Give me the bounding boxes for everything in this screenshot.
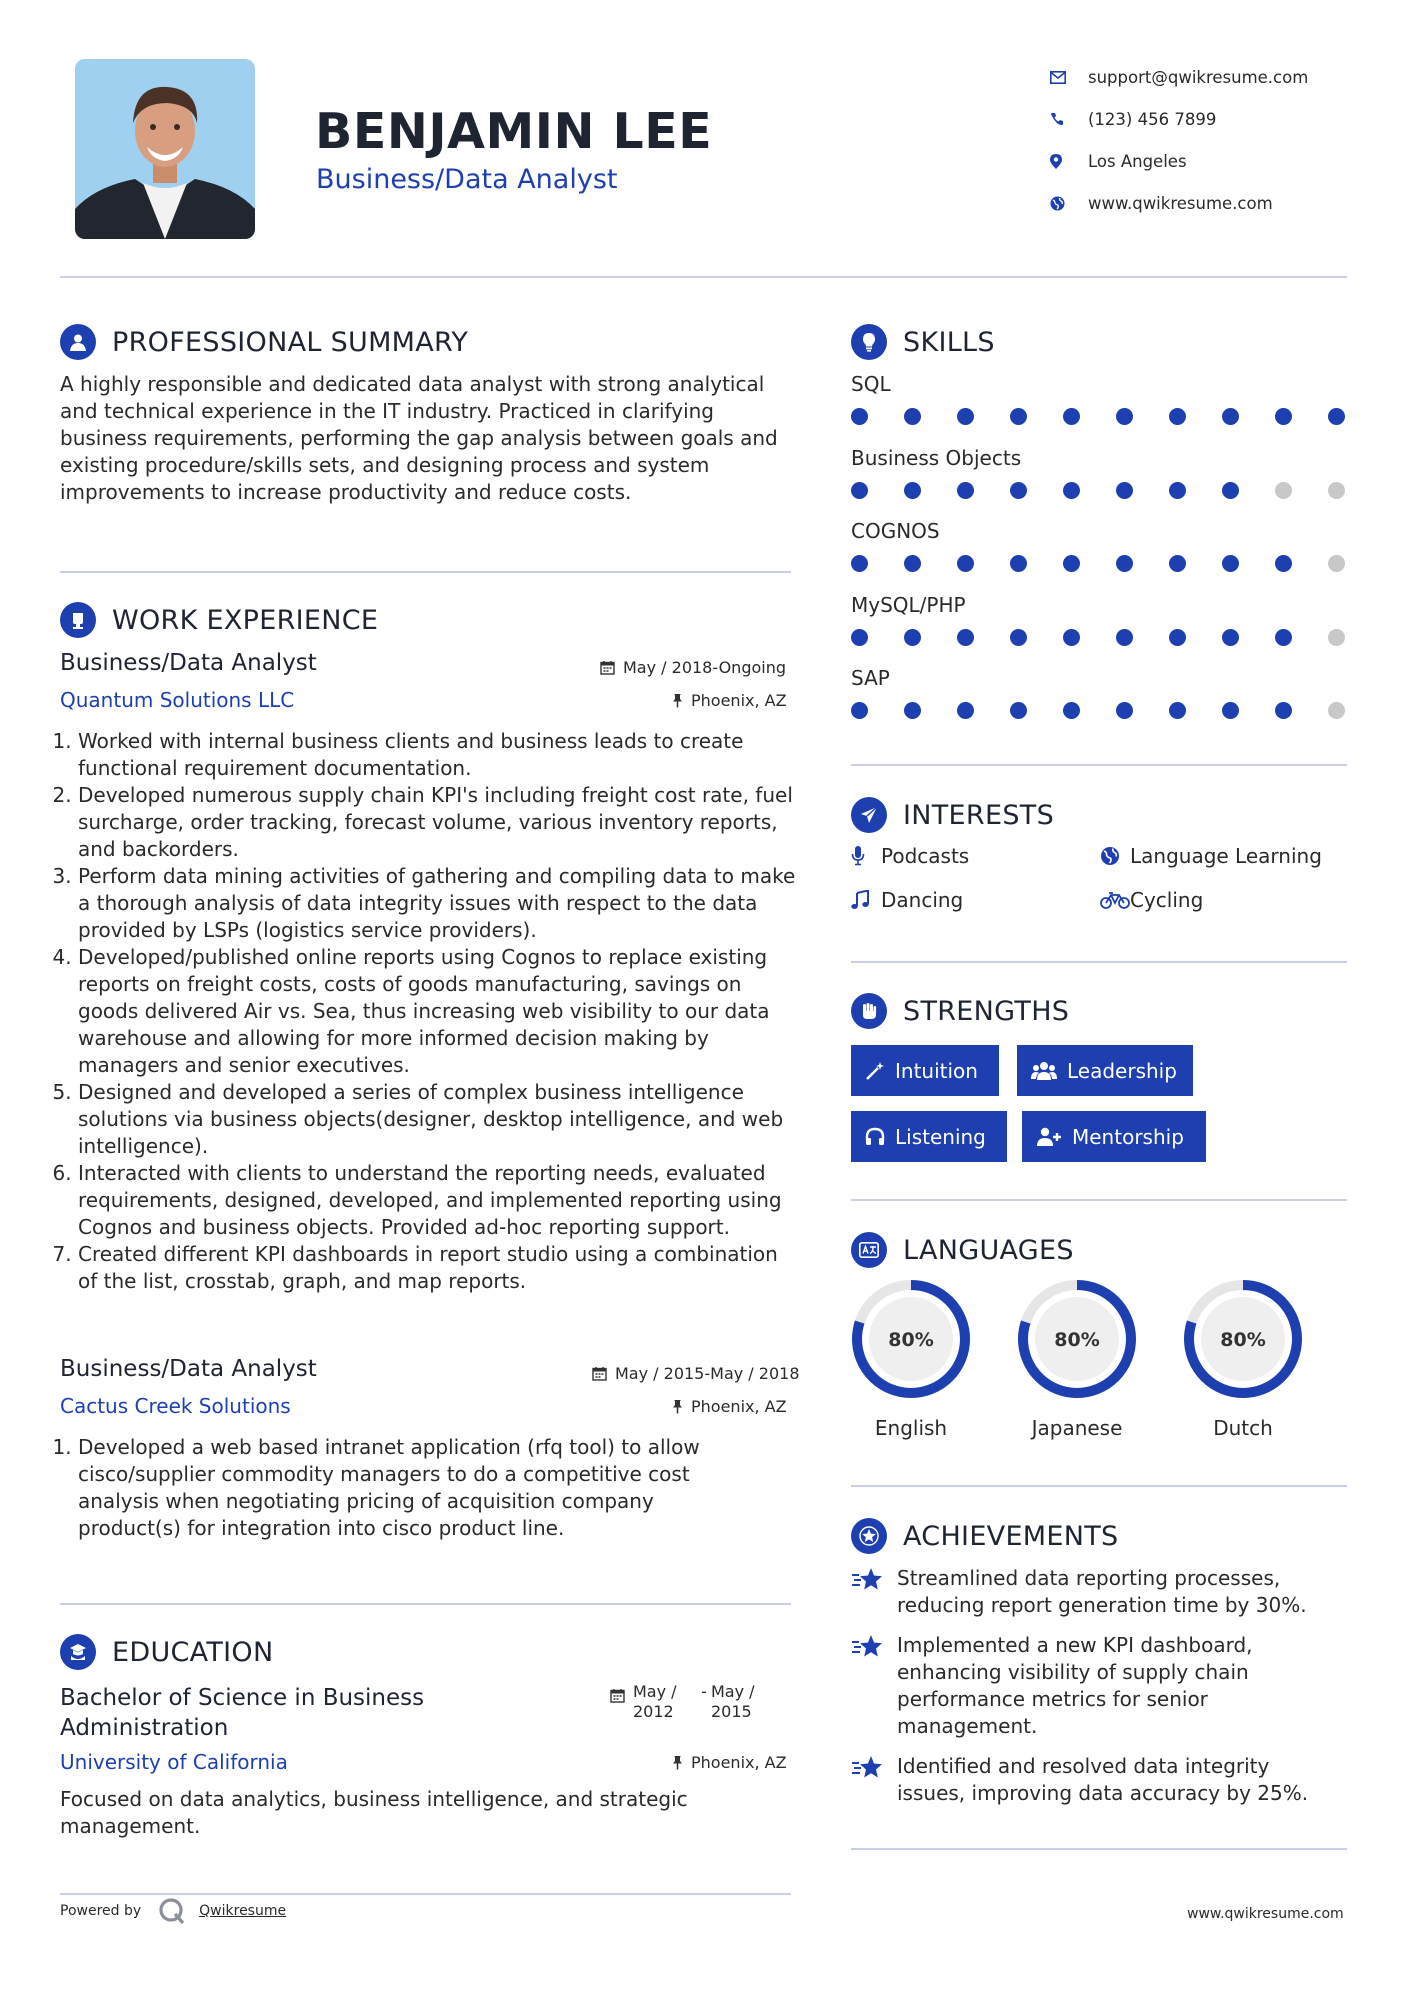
skill-dot-filled xyxy=(904,555,921,572)
footer-powered-by xyxy=(60,1896,286,1926)
skill-dot-filled xyxy=(1063,702,1080,719)
job-1-location-text: Phoenix, AZ xyxy=(691,691,787,710)
skill-dot-filled xyxy=(1116,482,1133,499)
qwikresume-logo-icon xyxy=(157,1896,187,1926)
calendar-icon xyxy=(600,660,615,675)
skill-dot-filled xyxy=(1222,408,1239,425)
skill-dot-filled xyxy=(1010,629,1027,646)
skill-dot-filled xyxy=(851,555,868,572)
bicycle-icon xyxy=(1100,891,1130,909)
skill-name: Business Objects xyxy=(851,445,1022,470)
job-1-title: Business/Data Analyst xyxy=(60,650,317,676)
star-icon xyxy=(851,1565,897,1619)
job-1-location xyxy=(672,691,787,710)
skill-dot-filled xyxy=(904,408,921,425)
star-icon xyxy=(851,1753,897,1807)
star-icon xyxy=(851,1632,897,1740)
strength-intuition xyxy=(851,1045,999,1096)
strengths-divider xyxy=(851,1199,1347,1201)
skill-dot-filled xyxy=(1275,555,1292,572)
skill-dot-filled xyxy=(1116,408,1133,425)
strength-label: Leadership xyxy=(1067,1058,1177,1083)
skill-dot-filled xyxy=(1116,555,1133,572)
contact-phone[interactable] xyxy=(1050,98,1380,140)
summary-text: A highly responsible and dedicated data analyst with strong analytical and technical experience in the IT industry. Practiced in clarifying business requirements, performing the gap analysis between goals and existing procedure/skills sets, and designing process and system improvements to increase productivity and reduce costs. xyxy=(60,372,778,504)
globe-icon xyxy=(1100,846,1130,866)
contact-phone-text: (123) 456 7899 xyxy=(1088,109,1217,129)
phone-icon xyxy=(1050,112,1088,126)
pushpin-icon xyxy=(672,1399,683,1414)
skill-dot-filled xyxy=(1222,555,1239,572)
interests-divider xyxy=(851,961,1347,963)
interest-label: Language Learning xyxy=(1130,844,1322,868)
skill-dot-filled xyxy=(904,702,921,719)
skill-dot-filled xyxy=(1063,629,1080,646)
achievement-text: Implemented a new KPI dashboard, enhancing visibility of supply chain performance metrics for senior management. xyxy=(897,1633,1253,1738)
languages-heading: LANGUAGES xyxy=(903,1234,1074,1266)
summary-divider xyxy=(60,571,791,573)
achievement-item xyxy=(851,1632,1341,1740)
user-plus-icon xyxy=(1036,1127,1062,1147)
powered-by-text: Powered by xyxy=(60,1903,142,1919)
skill-dot-filled xyxy=(957,629,974,646)
skill-dot-empty xyxy=(1328,555,1345,572)
skill-dot-filled xyxy=(1222,482,1239,499)
date-separator: - xyxy=(701,1682,707,1701)
skill-dot-filled xyxy=(904,482,921,499)
users-icon xyxy=(1031,1061,1057,1081)
education-date-end: May / 2015 xyxy=(711,1682,755,1721)
skill-dot-empty xyxy=(1275,482,1292,499)
language-ring-chart xyxy=(850,1278,972,1400)
language-percent: 80% xyxy=(1220,1329,1266,1351)
languages-header xyxy=(851,1232,1074,1268)
interest-label: Podcasts xyxy=(881,844,970,868)
achievement-text: Streamlined data reporting processes, reducing report generation time by 30%. xyxy=(897,1566,1307,1617)
skill-dot-filled xyxy=(1169,702,1186,719)
achievement-item xyxy=(851,1753,1341,1807)
skill-dot-filled xyxy=(1222,629,1239,646)
globe-icon xyxy=(1050,196,1088,211)
work-heading: WORK EXPERIENCE xyxy=(112,604,379,636)
skill-dot-filled xyxy=(957,555,974,572)
strength-label: Listening xyxy=(895,1124,986,1149)
qwikresume-link[interactable]: Qwikresume xyxy=(199,1903,287,1919)
skill-dot-filled xyxy=(1063,482,1080,499)
interest-label: Dancing xyxy=(881,888,964,912)
skill-dot-filled xyxy=(851,482,868,499)
user-icon xyxy=(60,324,96,360)
job-1-bullet: 6. Interacted with clients to understand the reporting needs, evaluated requirements, designed, developed, and implemented reporting using Cognos and business objects. Provided ad-hoc reporting support. xyxy=(78,1160,800,1241)
skill-dot-empty xyxy=(1328,629,1345,646)
language-ring-chart xyxy=(1016,1278,1138,1400)
achievements-header xyxy=(851,1518,1119,1554)
summary-heading: PROFESSIONAL SUMMARY xyxy=(112,326,469,358)
education-heading: EDUCATION xyxy=(112,1636,274,1668)
job-1-bullet: 3. Perform data mining activities of gathering and compiling data to make a thorough analysis of data integrity issues with respect to the data provided by LSPs (logistics service providers). xyxy=(78,863,800,944)
skill-name: COGNOS xyxy=(851,519,940,543)
interests-heading: INTERESTS xyxy=(903,799,1055,831)
strengths-header xyxy=(851,993,1069,1029)
job-2-dates-text: May / 2015-May / 2018 xyxy=(615,1364,800,1383)
job-2-bullets xyxy=(60,1434,760,1542)
skill-dot-filled xyxy=(1116,702,1133,719)
contact-email[interactable] xyxy=(1050,56,1380,98)
skill-dot-filled xyxy=(904,629,921,646)
skill-dot-filled xyxy=(1063,555,1080,572)
raised-fist-icon xyxy=(851,993,887,1029)
contact-email-text: support@qwikresume.com xyxy=(1088,67,1309,87)
language-percent: 80% xyxy=(1054,1329,1100,1351)
contact-website[interactable] xyxy=(1050,182,1380,224)
education-date-start: May / 2012 xyxy=(633,1682,677,1721)
briefcase-icon xyxy=(60,602,96,638)
education-header xyxy=(60,1634,273,1670)
candidate-title: Business/Data Analyst xyxy=(316,164,618,195)
skill-dot-filled xyxy=(957,702,974,719)
job-1-bullet: 5. Designed and developed a series of complex business intelligence solutions via business objects(designer, desktop intelligence, and web intelligence). xyxy=(78,1079,800,1160)
skill-dot-filled xyxy=(1010,408,1027,425)
paper-plane-icon xyxy=(851,797,887,833)
header-divider xyxy=(60,276,1347,278)
skill-rating xyxy=(851,629,1345,646)
education-description: Focused on data analytics, business intelligence, and strategic management. xyxy=(60,1787,688,1838)
skills-heading: SKILLS xyxy=(903,326,995,358)
summary-header xyxy=(60,324,468,360)
skill-dot-filled xyxy=(1169,629,1186,646)
strength-label: Mentorship xyxy=(1072,1124,1184,1149)
skill-rating xyxy=(851,555,1345,572)
star-badge-icon xyxy=(851,1518,887,1554)
pushpin-icon xyxy=(672,1755,683,1770)
microphone-icon xyxy=(851,846,881,866)
skill-dot-filled xyxy=(851,702,868,719)
language-percent: 80% xyxy=(888,1329,934,1351)
education-location xyxy=(672,1753,787,1772)
job-1-bullet: 7. Created different KPI dashboards in report studio using a combination of the list, crosstab, graph, and map reports. xyxy=(78,1241,800,1295)
education-degree: Bachelor of Science in Business Administration xyxy=(60,1685,425,1741)
profile-photo-image xyxy=(75,59,255,239)
achievements-heading: ACHIEVEMENTS xyxy=(903,1520,1119,1552)
magic-wand-icon xyxy=(865,1061,885,1081)
skill-dot-filled xyxy=(1222,702,1239,719)
strength-label: Intuition xyxy=(895,1058,978,1083)
skill-dot-filled xyxy=(1010,702,1027,719)
achievements-divider xyxy=(851,1848,1347,1850)
job-2-company: Cactus Creek Solutions xyxy=(60,1394,291,1418)
strength-listening xyxy=(851,1111,1007,1162)
candidate-name: BENJAMIN LEE xyxy=(315,103,713,160)
interest-label: Cycling xyxy=(1130,888,1204,912)
skill-dot-filled xyxy=(957,408,974,425)
skill-dot-filled xyxy=(1116,629,1133,646)
contact-website-text: www.qwikresume.com xyxy=(1088,193,1273,213)
skill-dot-filled xyxy=(1010,555,1027,572)
contact-list xyxy=(1050,56,1380,224)
job-2-dates xyxy=(592,1364,800,1383)
language-ring-chart xyxy=(1182,1278,1304,1400)
skill-dot-empty xyxy=(1328,702,1345,719)
skill-dot-filled xyxy=(957,482,974,499)
achievement-item xyxy=(851,1565,1341,1619)
language-ring xyxy=(1016,1278,1138,1404)
education-location-text: Phoenix, AZ xyxy=(691,1753,787,1772)
skill-dot-filled xyxy=(1010,482,1027,499)
skill-rating xyxy=(851,408,1345,425)
job-1-dates xyxy=(600,658,786,677)
language-ring xyxy=(850,1278,972,1404)
calendar-icon xyxy=(610,1682,625,1703)
strength-mentorship xyxy=(1022,1111,1206,1162)
language-name: English xyxy=(874,1416,948,1440)
skill-dot-empty xyxy=(1328,482,1345,499)
skills-divider xyxy=(851,764,1347,766)
languages-divider xyxy=(851,1485,1347,1487)
lightbulb-icon xyxy=(851,324,887,360)
education-dates xyxy=(610,1682,771,1722)
job-1-company: Quantum Solutions LLC xyxy=(60,688,295,712)
envelope-icon xyxy=(1050,71,1088,84)
skill-rating xyxy=(851,482,1345,499)
language-name: Dutch xyxy=(1213,1416,1273,1440)
interest-cycling xyxy=(1100,888,1203,912)
skill-dot-filled xyxy=(851,408,868,425)
interest-dancing xyxy=(851,888,963,912)
skill-dot-filled xyxy=(1063,408,1080,425)
skill-dot-filled xyxy=(1275,629,1292,646)
calendar-icon xyxy=(592,1366,607,1381)
job-1-bullet: 1. Worked with internal business clients and business leads to create functional requirement documentation. xyxy=(78,728,800,782)
job-1-bullet: 4. Developed/published online reports using Cognos to replace existing reports on freight costs, costs of goods manufacturing, savings on goods delivered Air vs. Sea, thus increasing web visibility to our data warehouse and allowing for more informed decision making by managers and senior executives. xyxy=(78,944,800,1079)
contact-location xyxy=(1050,140,1380,182)
map-pin-icon xyxy=(1050,154,1088,169)
skill-name: SAP xyxy=(851,666,890,690)
job-2-bullet: 1. Developed a web based intranet application (rfq tool) to allow cisco/supplier commodity managers to do a competitive cost analysis when negotiating pricing of acquisition company product(s) for integration into cisco product line. xyxy=(78,1434,760,1542)
language-card-icon xyxy=(851,1232,887,1268)
interest-podcasts xyxy=(851,844,969,868)
skill-dot-filled xyxy=(1275,408,1292,425)
skill-rating xyxy=(851,702,1345,719)
job-2-location-text: Phoenix, AZ xyxy=(691,1397,787,1416)
skill-dot-filled xyxy=(1169,408,1186,425)
strength-leadership xyxy=(1017,1045,1193,1096)
skill-dot-filled xyxy=(1169,555,1186,572)
skill-dot-filled xyxy=(851,629,868,646)
job-1-bullet: 2. Developed numerous supply chain KPI's including freight cost rate, fuel surcharge, order tracking, forecast volume, various inventory reports, and backorders. xyxy=(78,782,800,863)
graduate-icon xyxy=(60,1634,96,1670)
footer-website[interactable]: www.qwikresume.com xyxy=(1187,1906,1344,1922)
education-school: University of California xyxy=(60,1750,288,1774)
strengths-heading: STRENGTHS xyxy=(903,995,1070,1027)
job-1-bullets xyxy=(60,728,800,1295)
skill-dot-filled xyxy=(1169,482,1186,499)
skill-name: SQL xyxy=(851,372,891,396)
headphones-icon xyxy=(865,1127,885,1147)
skill-name: MySQL/PHP xyxy=(851,592,966,617)
interests-header xyxy=(851,797,1054,833)
job-2-title: Business/Data Analyst xyxy=(60,1356,317,1382)
language-ring xyxy=(1182,1278,1304,1404)
skill-dot-filled xyxy=(1275,702,1292,719)
language-name: Japanese xyxy=(1031,1416,1123,1440)
job-1-dates-text: May / 2018-Ongoing xyxy=(623,658,786,677)
work-header xyxy=(60,602,378,638)
skills-header xyxy=(851,324,995,360)
achievement-text: Identified and resolved data integrity issues, improving data accuracy by 25%. xyxy=(897,1754,1309,1805)
interest-language-learning xyxy=(1100,844,1322,868)
pushpin-icon xyxy=(672,693,683,708)
contact-location-text: Los Angeles xyxy=(1088,151,1187,171)
music-note-icon xyxy=(851,890,881,910)
work-divider xyxy=(60,1603,791,1605)
education-divider xyxy=(60,1893,791,1895)
profile-photo xyxy=(75,59,255,239)
skill-dot-filled xyxy=(1328,408,1345,425)
job-2-location xyxy=(672,1397,787,1416)
